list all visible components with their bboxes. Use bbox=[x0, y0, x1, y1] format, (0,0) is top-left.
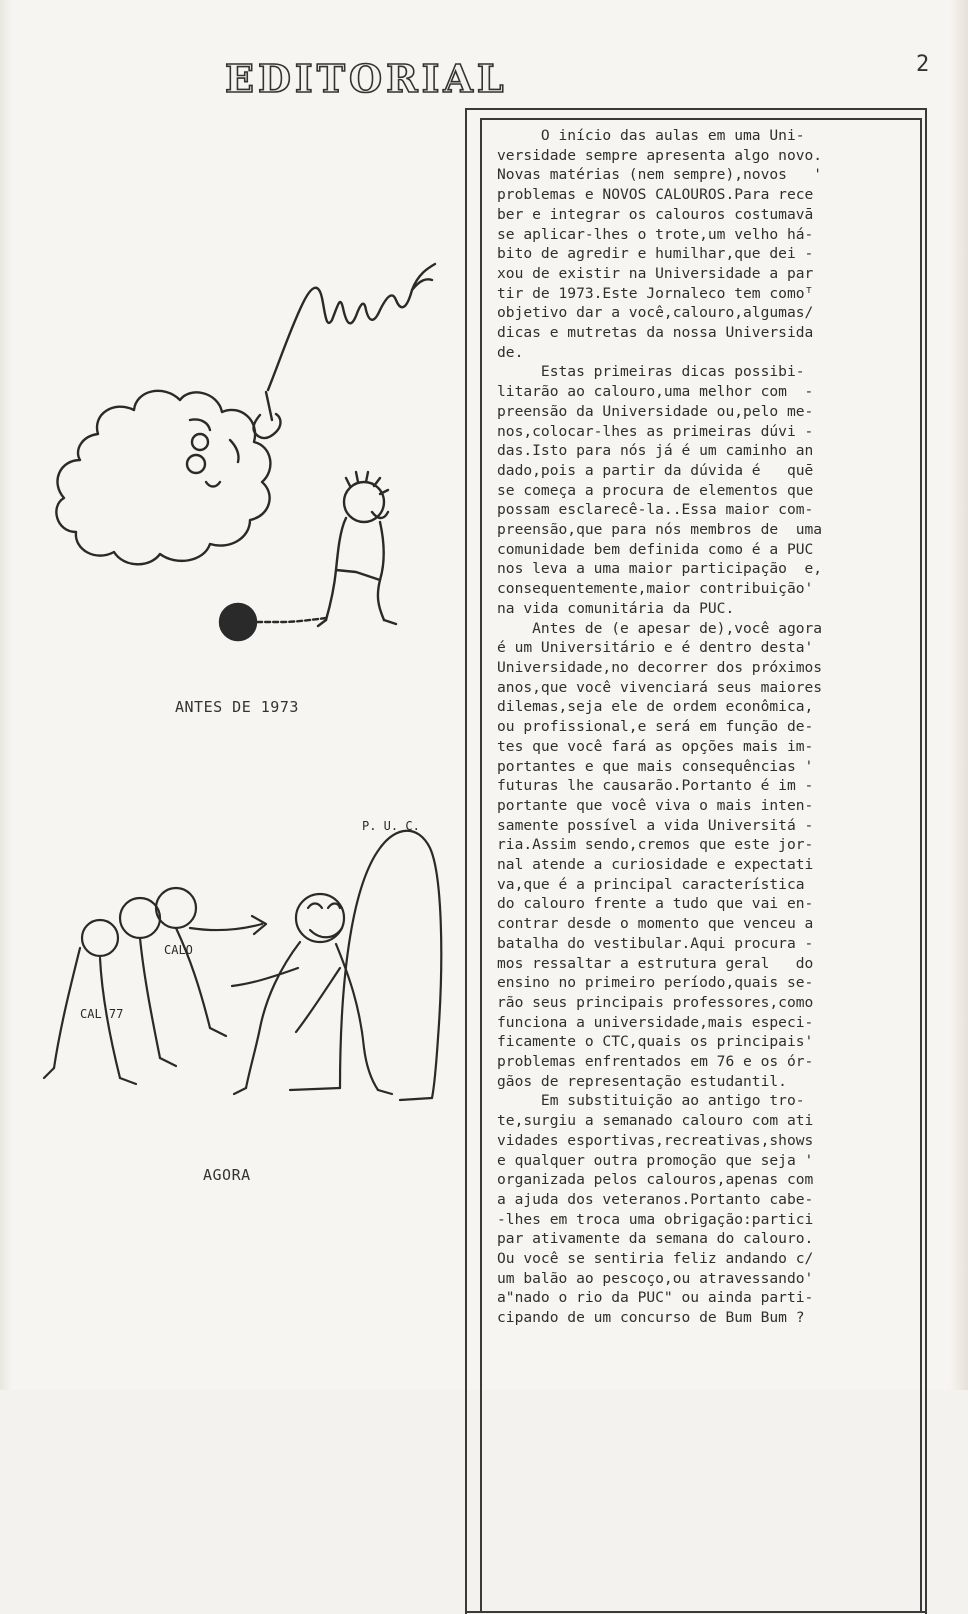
article-line: ria.Assim sendo,cremos que este jor- bbox=[497, 836, 814, 854]
caption-before: ANTES DE 1973 bbox=[175, 698, 299, 716]
article-line: nos,colocar-lhes as primeiras dúvi - bbox=[497, 422, 814, 440]
article-line: contrar desde o momento que venceu a bbox=[497, 915, 814, 933]
article-line: a ajuda dos veteranos.Portanto cabe- bbox=[497, 1190, 814, 1208]
article-line: funciona a universidade,mais especi- bbox=[497, 1013, 814, 1031]
article-line: consequentemente,maior contribuição' bbox=[497, 580, 814, 598]
shirt-label: CAL 77 bbox=[80, 1007, 124, 1021]
article-line: litarão ao calouro,uma melhor com - bbox=[497, 383, 814, 401]
article-line: um balão ao pescoço,ou atravessando' bbox=[497, 1269, 814, 1287]
chain-icon bbox=[254, 618, 326, 622]
article-line: organizada pelos calouros,apenas com bbox=[497, 1171, 814, 1189]
article-line: preensão,que para nós membros de uma bbox=[497, 521, 823, 539]
article-line: ber e integrar os calouros costumavā bbox=[497, 205, 814, 223]
article-line: dilemas,seja ele de ordem econômica, bbox=[497, 698, 814, 716]
editorial-article bbox=[497, 126, 922, 1328]
caption-now: AGORA bbox=[203, 1166, 251, 1184]
article-line: gãos de representação estudantil. bbox=[497, 1072, 787, 1090]
article-line: tir de 1973.Este Jornaleco tem comoᵀ bbox=[497, 284, 814, 302]
article-line: nal atende a curiosidade e expectati bbox=[497, 856, 814, 874]
article-line: Em substituição ao antigo tro- bbox=[497, 1092, 805, 1110]
article-line: par ativamente da semana do calouro. bbox=[497, 1230, 814, 1248]
article-line: futuras lhe causarão.Portanto é im - bbox=[497, 777, 814, 795]
article-line: mos ressaltar a estrutura geral do bbox=[497, 954, 814, 972]
article-line: ensino no primeiro período,quais se- bbox=[497, 974, 814, 992]
article-line: das.Isto para nós já é um caminho an bbox=[497, 442, 814, 460]
article-line: portantes e que mais consequências ' bbox=[497, 757, 814, 775]
article-line: samente possível a vida Universitá - bbox=[497, 816, 814, 834]
article-line: objetivo dar a você,calouro,algumas/ bbox=[497, 304, 814, 322]
article-line: cipando de um concurso de Bum Bum ? bbox=[497, 1309, 805, 1327]
article-line: portante que você viva o mais inten- bbox=[497, 796, 814, 814]
doorway bbox=[340, 831, 441, 1098]
article-line: preensão da Universidade ou,pelo me- bbox=[497, 402, 814, 420]
article-line: Antes de (e apesar de),você agora bbox=[497, 619, 823, 637]
article-line: Ou você se sentiria feliz andando c/ bbox=[497, 1250, 814, 1268]
article-line: problemas e NOVOS CALOUROS.Para rece bbox=[497, 186, 814, 204]
article-line: versidade sempre apresenta algo novo. bbox=[497, 146, 823, 164]
article-line: dado,pois a partir da dúvida é quē bbox=[497, 461, 814, 479]
article-line: se começa a procura de elementos que bbox=[497, 481, 814, 499]
article-line: va,que é a principal característica bbox=[497, 875, 805, 893]
article-line: comunidade bem definida como é a PUC bbox=[497, 540, 814, 558]
article-line: e qualquer outra promoção que seja ' bbox=[497, 1151, 814, 1169]
whip-icon bbox=[268, 264, 435, 390]
frame-bottom bbox=[465, 1611, 927, 1613]
article-line: na vida comunitária da PUC. bbox=[497, 599, 735, 617]
article-line: ou profissional,e será em função de- bbox=[497, 718, 814, 736]
article-line: -lhes em troca uma obrigação:partici bbox=[497, 1210, 814, 1228]
cartoon-now bbox=[40, 808, 460, 1108]
article-line: tes que você fará as opções mais im- bbox=[497, 737, 814, 755]
article-line: Estas primeiras dicas possibi- bbox=[497, 363, 805, 381]
article-line: bito de agredir e humilhar,que dei - bbox=[497, 245, 814, 263]
article-line: possam esclarecê-la..Essa maior com- bbox=[497, 501, 814, 519]
doorway-label: P. U. C. bbox=[362, 819, 420, 833]
page-number: 2 bbox=[916, 52, 930, 77]
article-line: ficamente o CTC,quais os principais' bbox=[497, 1033, 814, 1051]
article-line: anos,que você vivenciará seus maiores bbox=[497, 678, 823, 696]
article-line: batalha do vestibular.Aqui procura - bbox=[497, 934, 814, 952]
prisoner-head bbox=[344, 482, 384, 522]
cartoon-before-1973 bbox=[40, 250, 460, 650]
article-line: O início das aulas em uma Uni- bbox=[497, 127, 805, 144]
cloud-figure bbox=[56, 391, 270, 564]
article-line: se aplicar-lhes o trote,um velho há- bbox=[497, 225, 814, 243]
article-line: de. bbox=[497, 343, 524, 361]
student-head bbox=[82, 920, 118, 956]
page-title: EDITORIAL bbox=[225, 56, 508, 101]
sign-label: CALO bbox=[164, 943, 193, 957]
article-line: a"nado o rio da PUC" ou ainda parti- bbox=[497, 1289, 814, 1307]
article-line: nos leva a uma maior participação e, bbox=[497, 560, 823, 578]
article-line: te,surgiu a semanado calouro com ati bbox=[497, 1112, 814, 1130]
article-line: Universidade,no decorrer dos próximos bbox=[497, 658, 823, 676]
ball-and-chain-icon bbox=[220, 604, 256, 640]
article-line: rão seus principais professores,como bbox=[497, 993, 814, 1011]
article-line: do calouro frente a tudo que vai en- bbox=[497, 895, 814, 913]
article-line: xou de existir na Universidade a par bbox=[497, 264, 814, 282]
article-line: Novas matérias (nem sempre),novos ' bbox=[497, 166, 823, 184]
article-line: é um Universitário e é dentro desta' bbox=[497, 639, 814, 657]
article-line: vidades esportivas,recreativas,shows bbox=[497, 1131, 814, 1149]
article-line: dicas e mutretas da nossa Universida bbox=[497, 324, 814, 342]
article-line: problemas enfrentados em 76 e os ór- bbox=[497, 1053, 814, 1071]
